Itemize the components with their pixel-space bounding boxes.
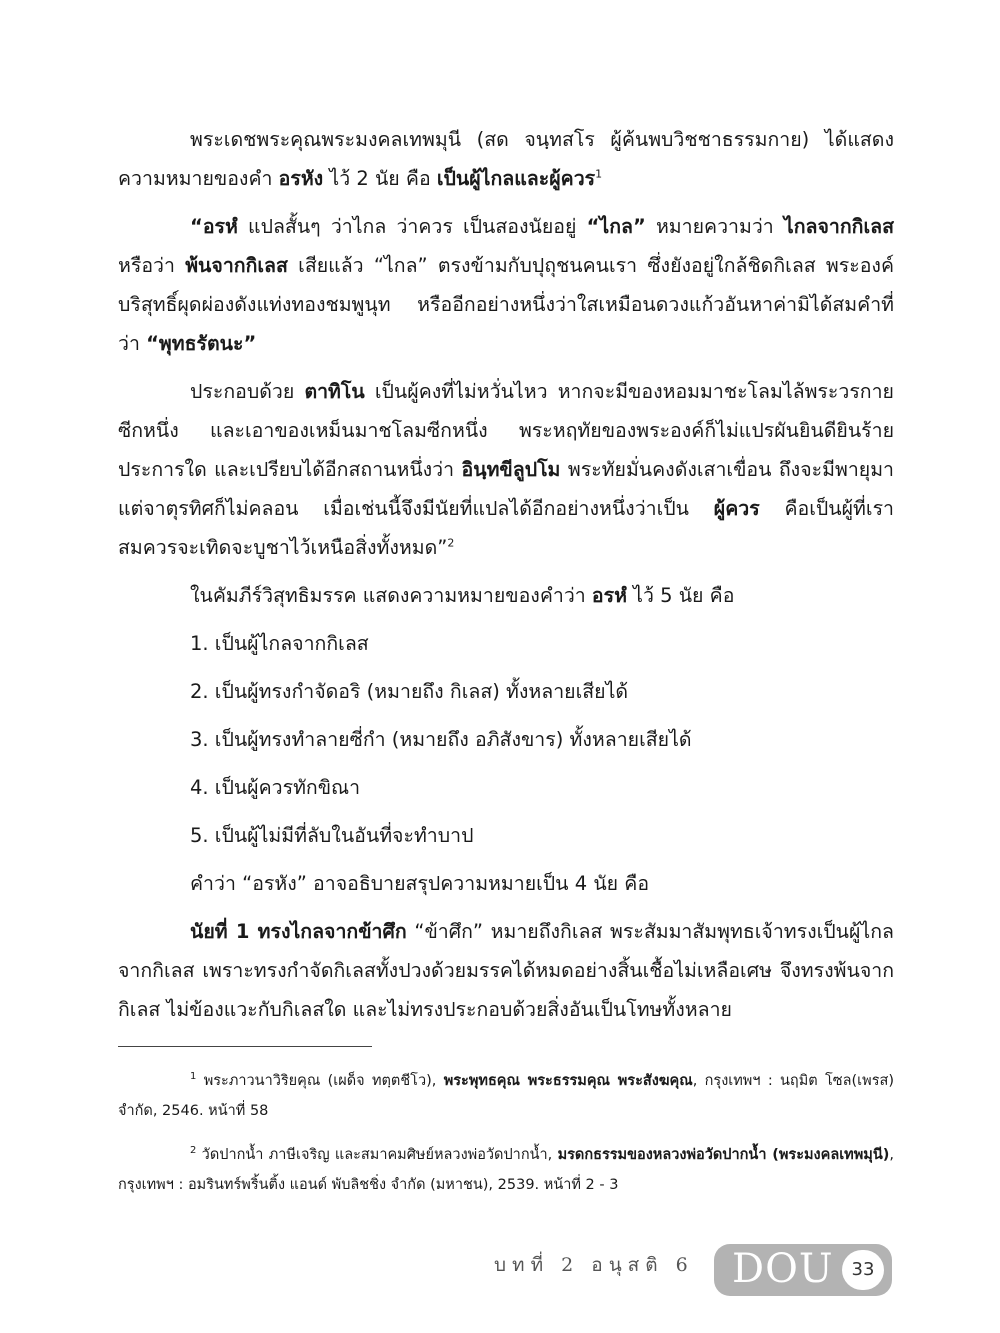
paragraph-3-text-4: คือเป็นผู้ที่เราสมควรจะเทิดจะบูชาไว้เหนือสิ่งทั้งหมด” — [118, 497, 894, 559]
term-far-quote: “ไกล” — [586, 215, 646, 238]
term-far-from-defilement: ไกลจากกิเลส — [783, 215, 894, 238]
footnote-book-title: พระพุทธคุณ พระธรรมคุณ พระสังฆคุณ — [443, 1073, 693, 1089]
footnote-1 — [118, 1066, 894, 1126]
footnote-number: 1 — [190, 1071, 197, 1083]
paragraph-4-text-1: ในคัมภีร์วิสุทธิมรรค แสดงความหมายของคำว่า — [190, 584, 592, 607]
dou-logo: DOU — [732, 1246, 834, 1292]
list-item: 5. เป็นผู้ไม่มีที่ลับในอันที่จะทำบาป — [190, 824, 474, 847]
term-araham: อรหํ — [591, 584, 627, 607]
term-far-and-worthy: เป็นผู้ไกลและผู้ควร — [436, 167, 596, 190]
list-item: 2. เป็นผู้ทรงกำจัดอริ (หมายถึง กิเลส) ทั้งหลายเสียได้ — [190, 680, 629, 703]
term-tadino: ตาทิโน — [304, 380, 365, 403]
paragraph-2-text-1: แปลสั้นๆ ว่าไกล ว่าควร เป็นสองนัยอยู่ — [237, 215, 587, 238]
paragraph-5: คำว่า “อรหัง” อาจอธิบายสรุปความหมายเป็น 4 นัย คือ — [190, 872, 650, 895]
paragraph-2 — [118, 207, 894, 363]
paragraph-2-text-4: เสียแล้ว “ไกล” ตรงข้ามกับปุถุชนคนเรา ซึ่งยังอยู่ใกล้ชิดกิเลส พระองค์บริสุทธิ์ผุดผ่องดังแท่งทองชมพูนุท หรืออีกอย่างหนึ่งว่าใสเหมือนดวงแก้วอันหาค่ามิได้สมคำที่ว่า — [118, 254, 894, 355]
list-item: 4. เป็นผู้ควรทักขิณา — [190, 776, 361, 799]
paragraph-3-text-1: ประกอบด้วย — [190, 380, 305, 403]
paragraph-2-text-3: หรือว่า — [118, 254, 186, 277]
footnote-book-title: มรดกธรรมของหลวงพ่อวัดปากน้ำ (พระมงคลเทพมุนี) — [557, 1147, 890, 1163]
heading-meaning-1: นัยที่ 1 ทรงไกลจากข้าศึก — [190, 920, 407, 943]
paragraph-4 — [118, 576, 894, 615]
footnote-text: พระภาวนาวิริยคุณ (เผด็จ ทตฺตชีโว), — [196, 1073, 444, 1089]
paragraph-1-text: พระเดชพระคุณพระมงคลเทพมุนี (สด จนฺทสโร ผู้ค้นพบวิชชาธรรมกาย) ได้แสดงความหมายของคำ — [118, 128, 894, 190]
term-buddha-ratana: “พุทธรัตนะ” — [146, 332, 257, 355]
page-number: 33 — [842, 1250, 884, 1290]
footnote-2 — [118, 1140, 894, 1200]
paragraph-3-text-2: เป็นผู้คงที่ไม่หวั่นไหว หากจะมีของหอมมาชะโลมไล้พระวรกายซีกหนึ่ง และเอาของเหม็นมาชโลมซีกหนึ่ง พระหฤทัยของพระองค์ก็ไม่แปรผันยินดียินร้ายประการใด และเปรียบได้อีกสถานหนึ่งว่า — [118, 380, 894, 481]
footnote-text: วัดปากน้ำ ภาษีเจริญ และสมาคมศิษย์หลวงพ่อวัดปากน้ำ, — [196, 1147, 558, 1163]
list-item: 1. เป็นผู้ไกลจากกิเลส — [190, 632, 369, 655]
term-indakhilupamo: อินฺทขีลูปโม — [461, 458, 561, 481]
page-badge — [714, 1244, 892, 1296]
paragraph-6 — [118, 912, 894, 1029]
paragraph-4-text-2: ไว้ 5 นัย คือ — [626, 584, 735, 607]
chapter-label: บทที่ 2 อนุสติ 6 — [494, 1254, 694, 1276]
body-text — [118, 120, 894, 1038]
paragraph-1 — [118, 120, 894, 198]
footnote-number: 2 — [190, 1145, 197, 1157]
term-araham-quote: “อรหํ — [190, 215, 238, 238]
paragraph-3 — [118, 372, 894, 567]
meaning-list — [118, 624, 894, 855]
footnote-ref-2: 2 — [447, 536, 455, 550]
paragraph-3-text-3: พระทัยมั่นคงดังเสาเขื่อน ถึงจะมีพายุมาแต่จาตุรทิศก็ไม่คลอน เมื่อเช่นนี้จึงมีนัยที่แปลได้อีกอย่างหนึ่งว่าเป็น — [118, 458, 894, 520]
paragraph-2-text-2: หมายความว่า — [645, 215, 784, 238]
term-free-from-defilement: พ้นจากกิเลส — [185, 254, 288, 277]
footnote-text: , กรุงเทพฯ : อมรินทร์พริ้นติ้ง แอนด์ พับลิชชิ่ง จำกัด (มหาชน), 2539. หน้าที่ 2 - 3 — [118, 1147, 894, 1193]
footnote-text: , กรุงเทพฯ : นฤมิต โซล(เพรส) จำกัด, 2546. หน้าที่ 58 — [118, 1073, 894, 1119]
footnote-divider — [118, 1046, 372, 1047]
footnote-ref-1: 1 — [595, 167, 603, 181]
footnotes — [118, 1066, 894, 1214]
paragraph-6-text: “ข้าศึก” หมายถึงกิเลส พระสัมมาสัมพุทธเจ้าทรงเป็นผู้ไกลจากกิเลส เพราะทรงกำจัดกิเลสทั้งปวงด้วยมรรคได้หมดอย่างสิ้นเชื้อไม่เหลือเศษ จึงทรงพ้นจากกิเลส ไม่ข้องแวะกับกิเลสใด และไม่ทรงประกอบด้วยสิ่งอันเป็นโทษทั้งหลาย — [118, 920, 894, 1021]
paragraph-1-text-2: ไว้ 2 นัย คือ — [323, 167, 437, 190]
term-arahang: อรหัง — [278, 167, 324, 190]
term-worthy: ผู้ควร — [713, 497, 760, 520]
list-item: 3. เป็นผู้ทรงทำลายซี่กำ (หมายถึง อภิสังขาร) ทั้งหลายเสียได้ — [190, 728, 692, 751]
